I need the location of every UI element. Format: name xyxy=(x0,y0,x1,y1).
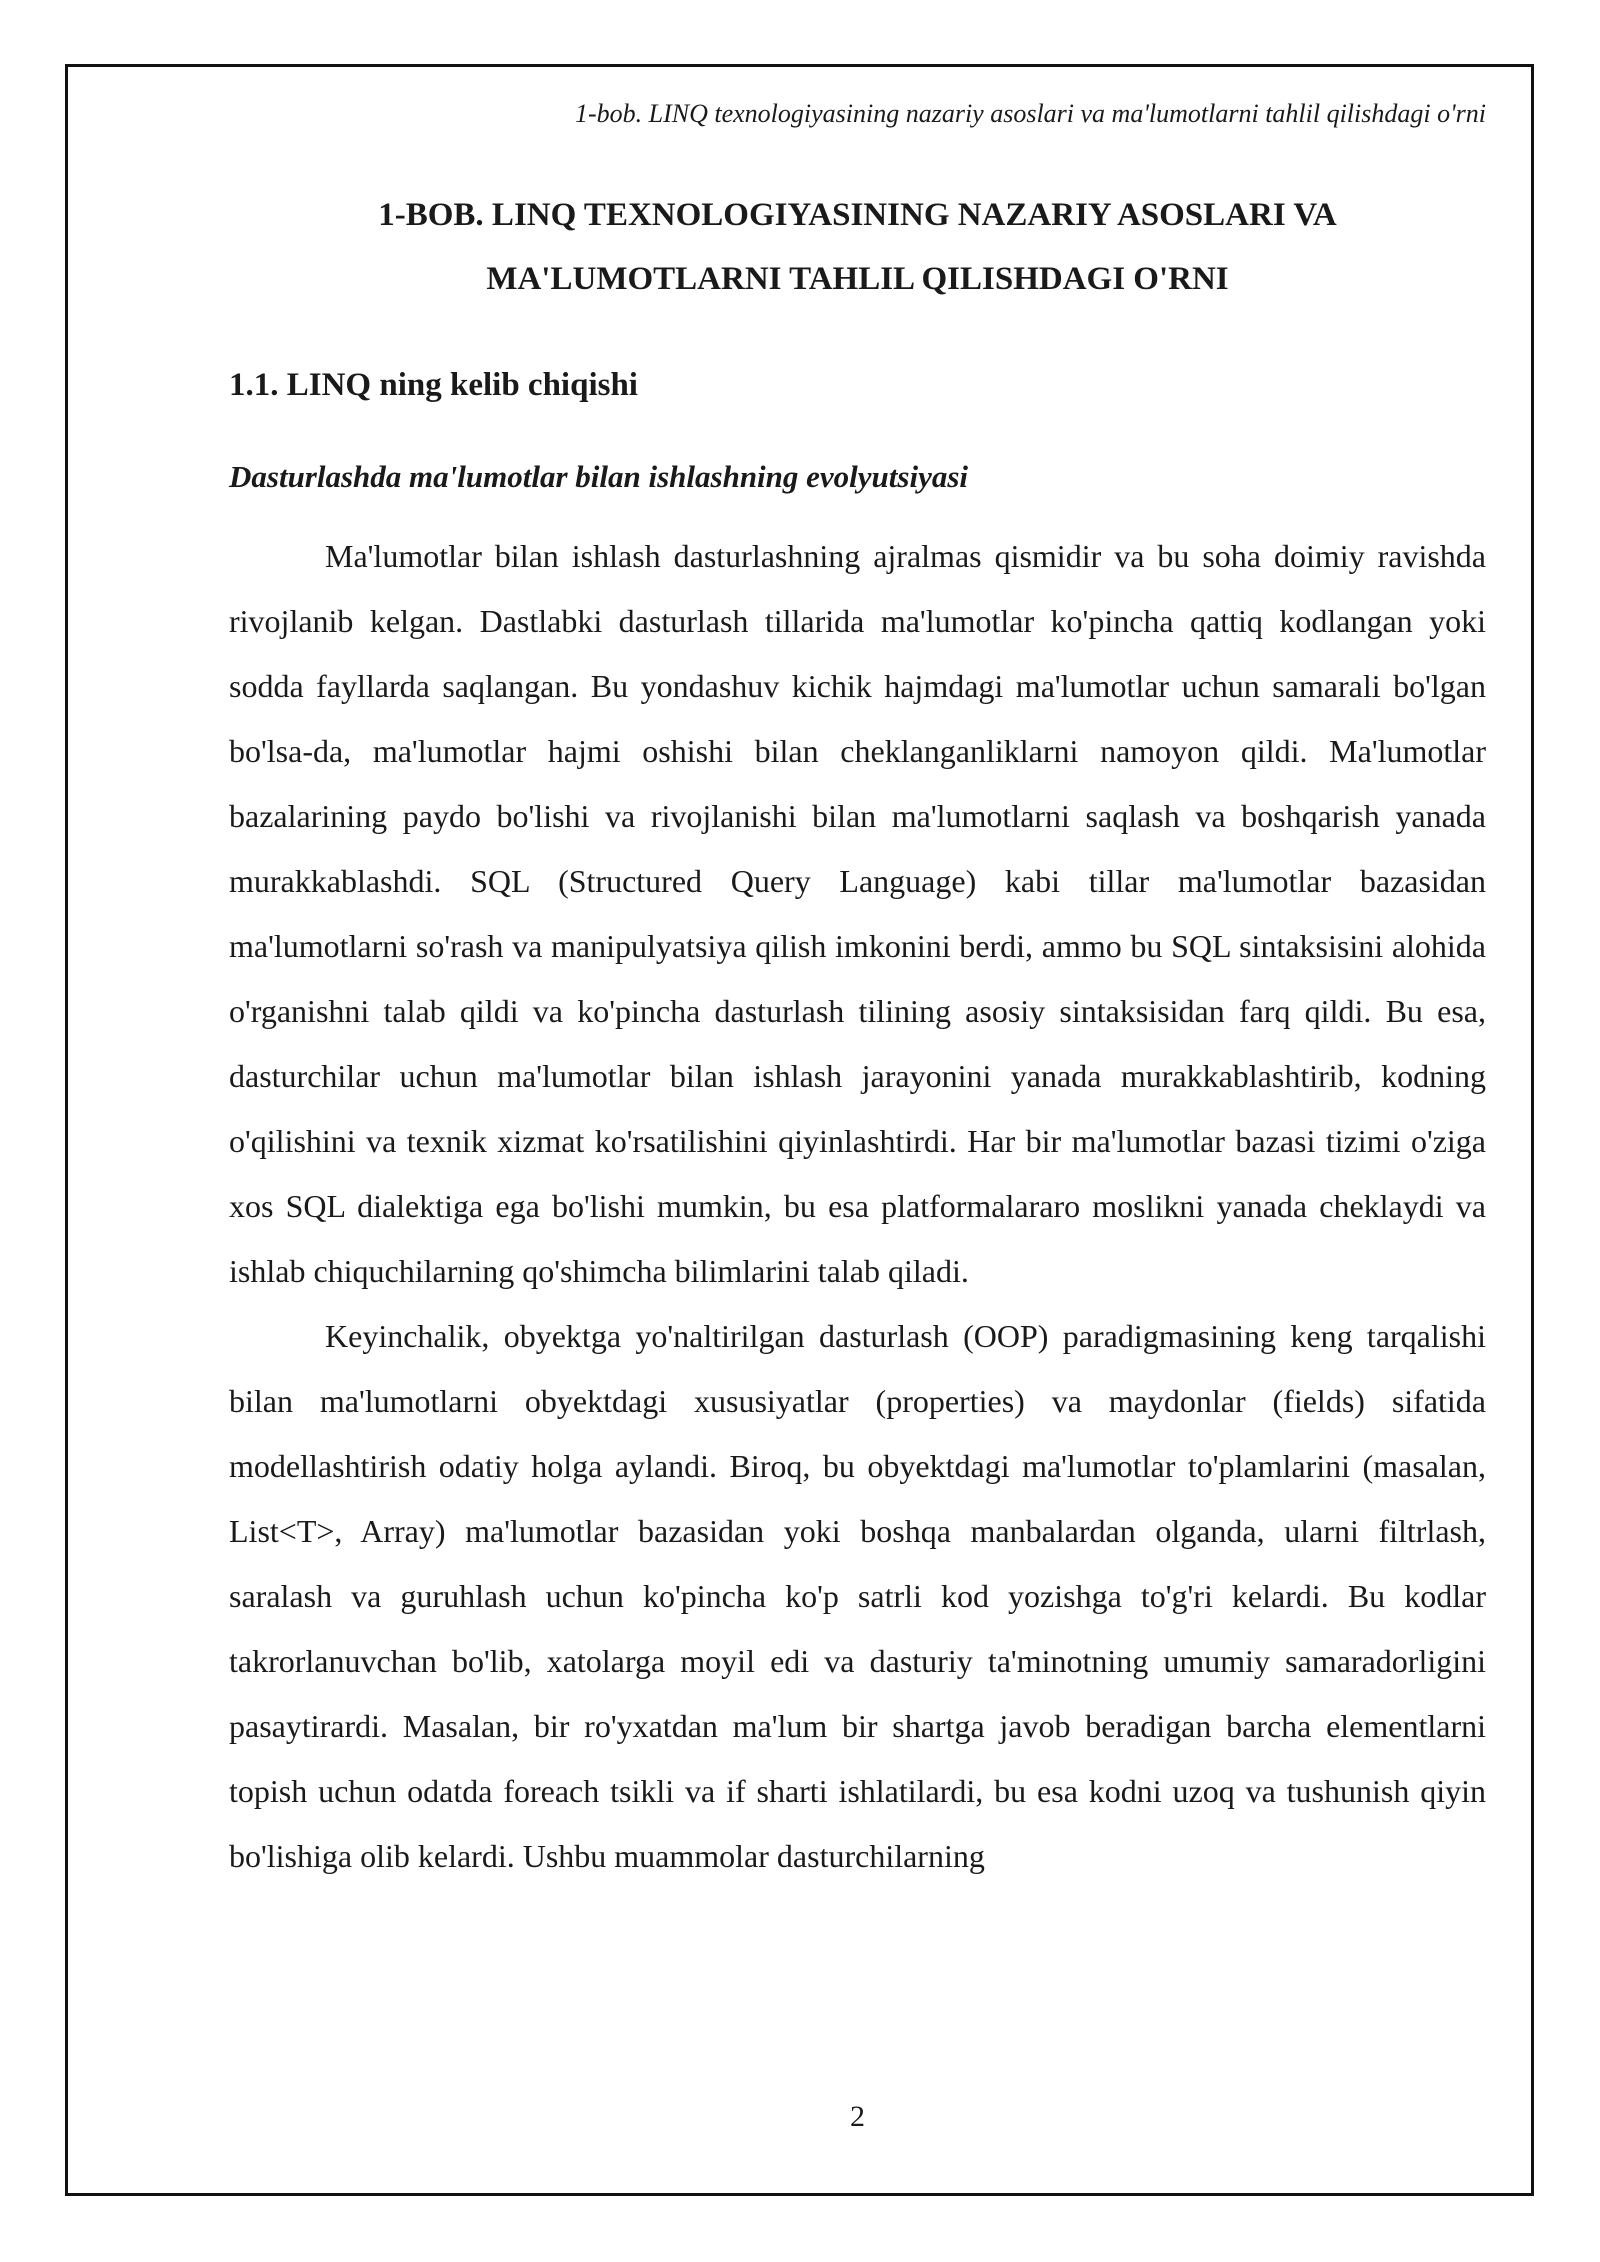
section-title: 1.1. LINQ ning kelib chiqishi xyxy=(229,367,638,403)
chapter-title-line-1: 1-BOB. LINQ TEXNOLOGIYASINING NAZARIY ASOSLARI VA xyxy=(378,197,1337,233)
paragraph-1: Ma'lumotlar bilan ishlash dasturlashning ajralmas qismidir va bu soha doimiy ravishda rivojlanib kelgan. Dastlabki dasturlash tillarida ma'lumotlar ko'pincha qattiq kodlangan yoki sodda fayllarda saqlangan. Bu yondashuv kichik hajmdagi ma'lumotlar uchun samarali bo'lgan bo'lsa-da, ma'lumotlar hajmi oshishi bilan cheklanganliklarni namoyon qildi. Ma'lumotlar bazalarining paydo bo'lishi va rivojlanishi bilan ma'lumotlarni saqlash va boshqarish yanada murakkablashdi. SQL (Structured Query Language) kabi tillar ma'lumotlar bazasidan ma'lumotlarni so'rash va manipulyatsiya qilish imkonini berdi, ammo bu SQL sintaksisini alohida o'rganishni talab qildi va ko'pincha dasturlash tilining asosiy sintaksisidan farq qildi. Bu esa, dasturchilar uchun ma'lumotlar bilan ishlash jarayonini yanada murakkablashtirib, kodning o'qilishini va texnik xizmat ko'rsatilishini qiyinlashtirdi. Har bir ma'lumotlar bazasi tizimi o'ziga xos SQL dialektiga ega bo'lishi mumkin, bu esa platformalararo moslikni yanada cheklaydi va ishlab chiquchilarning qo'shimcha bilimlarini talab qiladi. xyxy=(229,538,1486,1289)
subsection-title: Dasturlashda ma'lumotlar bilan ishlashning evolyutsiyasi xyxy=(229,459,969,494)
page-number: 2 xyxy=(850,2100,865,2133)
running-header: 1-bob. LINQ texnologiyasining nazariy asoslari va ma'lumotlarni tahlil qilishdagi o'rni xyxy=(574,99,1486,128)
paragraph-2: Keyinchalik, obyektga yo'naltirilgan dasturlash (OOP) paradigmasining keng tarqalishi bilan ma'lumotlarni obyektdagi xususiyatlar (properties) va maydonlar (fields) sifatida modellashtirish odatiy holga aylandi. Biroq, bu obyektdagi ma'lumotlar to'plamlarini (masalan, List<T>, Array) ma'lumotlar bazasidan yoki boshqa manbalardan olganda, ularni filtrlash, saralash va guruhlash uchun ko'pincha ko'p satrli kod yozishga to'g'ri kelardi. Bu kodlar takrorlanuvchan bo'lib, xatolarga moyil edi va dasturiy ta'minotning umumiy samaradorligini pasaytirardi. Masalan, bir ro'yxatdan ma'lum bir shartga javob beradigan barcha elementlarni topish uchun odatda foreach tsikli va if sharti ishlatilardi, bu esa kodni uzoq va tushunish qiyin bo'lishiga olib kelardi. Ushbu muammolar dasturchilarning xyxy=(229,1318,1486,1874)
chapter-title xyxy=(229,183,1486,311)
chapter-title-line-2: MA'LUMOTLARNI TAHLIL QILISHDAGI O'RNI xyxy=(486,261,1229,297)
body-text xyxy=(229,524,1486,1889)
